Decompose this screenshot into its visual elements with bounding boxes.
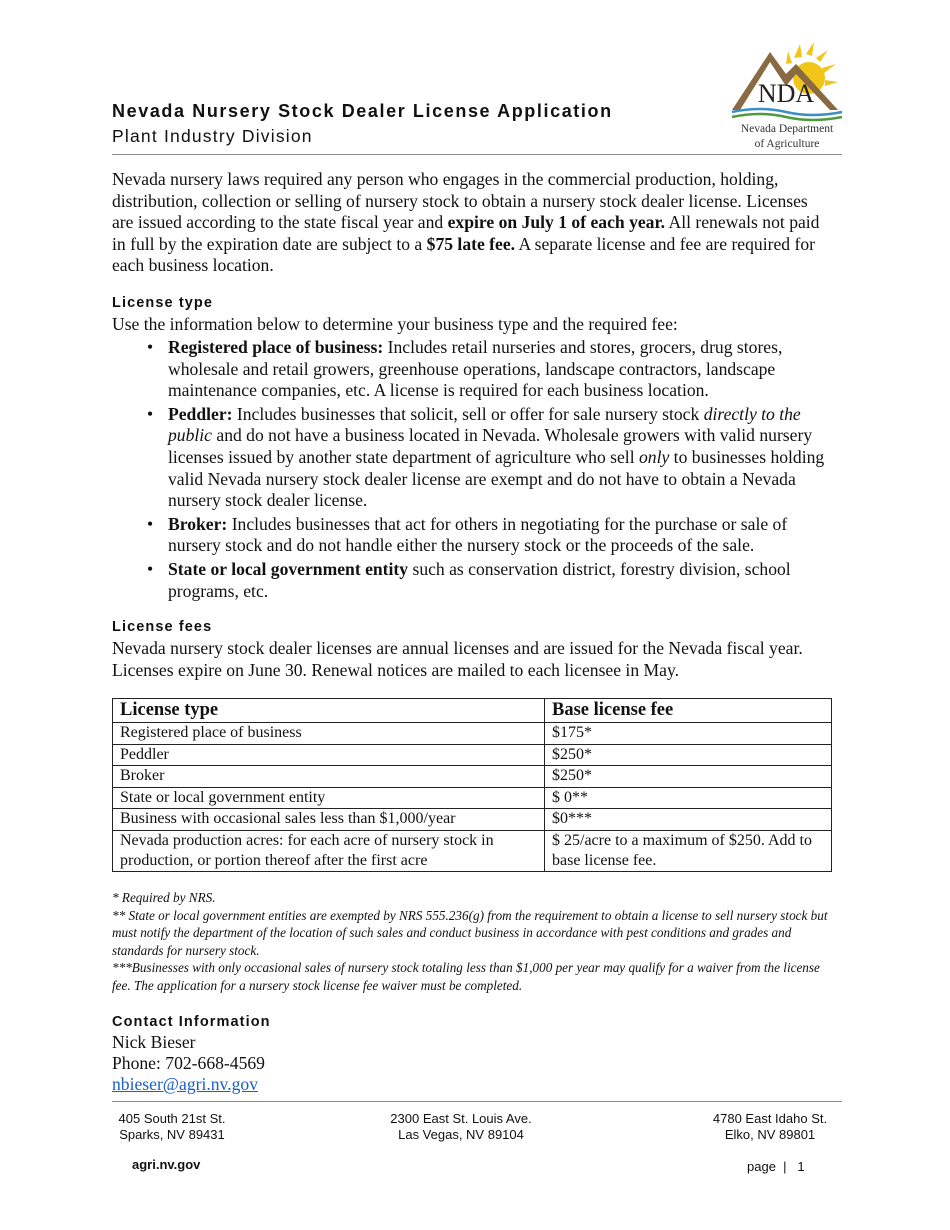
- list-item: [112, 559, 834, 602]
- license-fees-heading: License fees: [112, 619, 213, 635]
- item-title: Broker:: [168, 513, 228, 534]
- intro-expiry: expire on July 1 of each year.: [447, 212, 666, 233]
- page-indicator: [747, 1159, 805, 1174]
- intro-paragraph: [112, 169, 832, 277]
- bullet-icon: •: [147, 513, 154, 534]
- address-elko: [700, 1111, 840, 1143]
- intro-text-2: All renewals not paid in full by the expiration date are subject to a: [112, 212, 820, 254]
- item-text: to businesses holding valid Nevada nursery stock dealer license are exempt and do not have to obtain a Nevada nursery stock dealer license.: [168, 446, 825, 511]
- table-row: [113, 723, 832, 745]
- logo-caption-line1: Nevada Department: [740, 123, 834, 135]
- address-city: Las Vegas, NV 89104: [398, 1127, 524, 1142]
- address-city: Sparks, NV 89431: [119, 1127, 225, 1142]
- footer-website: agri.nv.gov: [132, 1157, 201, 1172]
- address-sparks: [112, 1111, 232, 1143]
- footnote: * Required by NRS.: [112, 890, 216, 905]
- page-separator: |: [783, 1159, 787, 1174]
- table-cell: $175*: [545, 723, 832, 745]
- item-title: State or local government entity: [168, 558, 409, 579]
- contact-heading: Contact Information: [112, 1014, 271, 1030]
- table-cell: $250*: [545, 744, 832, 766]
- bullet-icon: •: [147, 337, 154, 357]
- item-text: Includes retail nurseries and stores, grocers, drug stores, wholesale and retail growers, greenhouse operations, landscape contractors, landscape maintenance companies, etc. A license is required for each business location.: [168, 337, 783, 401]
- list-item: [112, 337, 834, 402]
- table-cell: Broker: [113, 766, 545, 788]
- table-row: [113, 809, 832, 831]
- item-emphasis: only: [638, 446, 670, 467]
- address-city: Elko, NV 89801: [724, 1127, 816, 1142]
- list-item: [112, 404, 834, 512]
- page-subtitle: Plant Industry Division: [112, 126, 313, 146]
- table-cell: $0***: [545, 809, 832, 831]
- address-street: 2300 East St. Louis Ave.: [390, 1111, 532, 1126]
- table-cell: $ 25/acre to a maximum of $250. Add to base license fee.: [545, 830, 832, 871]
- intro-text-3: A separate license and fee are required for each business location.: [112, 233, 815, 276]
- table-cell: $ 0**: [545, 787, 832, 809]
- table-row: [113, 830, 832, 871]
- table-header-row: [113, 699, 832, 723]
- table-cell: Business with occasional sales less than $1,000/year: [113, 809, 545, 831]
- page-title: Nevada Nursery Stock Dealer License Application: [112, 101, 613, 121]
- address-las-vegas: [372, 1111, 550, 1143]
- contact-phone: Phone: 702-668-4569: [112, 1053, 265, 1073]
- footnote: ***Businesses with only occasional sales of nursery stock totaling less than $1,000 per year may qualify for a waiver from the license fee. The application for a nursery stock license fee waiver must be completed.: [112, 960, 820, 993]
- bullet-icon: •: [147, 403, 154, 424]
- item-text: such as conservation district, forestry division, school programs, etc.: [168, 558, 791, 601]
- table-cell: State or local government entity: [113, 787, 545, 809]
- table-cell: Registered place of business: [113, 723, 545, 745]
- list-item: [112, 514, 834, 557]
- contact-name: Nick Bieser: [112, 1032, 196, 1052]
- table-cell: Nevada production acres: for each acre of nursery stock in production, or portion thereof after the first acre: [113, 830, 545, 871]
- logo-text: NDA: [757, 79, 815, 108]
- table-cell: Peddler: [113, 744, 545, 766]
- table-row: [113, 787, 832, 809]
- fee-footnotes: [112, 889, 834, 994]
- footer-divider: [112, 1101, 842, 1102]
- intro-late-fee: $75 late fee.: [426, 233, 516, 254]
- license-fees-intro: Nevada nursery stock dealer licenses are annual licenses and are issued for the Nevada fiscal year. Licenses expire on June 30. Renewal notices are mailed to each licensee in May.: [112, 638, 803, 680]
- column-header: Base license fee: [545, 699, 832, 723]
- nda-logo: [726, 36, 848, 154]
- license-type-list: [112, 337, 834, 604]
- item-text: Includes businesses that solicit, sell or offer for sale nursery stock: [232, 403, 704, 424]
- address-street: 4780 East Idaho St.: [712, 1111, 828, 1126]
- column-header: License type: [113, 699, 545, 723]
- page-label: page: [747, 1159, 776, 1174]
- item-title: Registered place of business:: [168, 337, 384, 357]
- item-text: Includes businesses that act for others in negotiating for the purchase or sale of nursery stock and do not handle either the nursery stock or the proceeds of the sale.: [168, 513, 788, 556]
- intro-text-1: Nevada nursery laws required any person who engages in the commercial production, holding, distribution, collection or selling of nursery stock to obtain a nursery stock dealer license. Licenses are issued according to the state fiscal year and: [112, 169, 808, 233]
- header-divider: [112, 154, 842, 155]
- table-row: [113, 766, 832, 788]
- logo-caption-line2: of Agriculture: [754, 138, 820, 150]
- page-number: 1: [797, 1159, 805, 1174]
- address-street: 405 South 21st St.: [118, 1111, 226, 1126]
- bullet-icon: •: [147, 558, 154, 579]
- license-type-heading: License type: [112, 295, 214, 311]
- table-row: [113, 744, 832, 766]
- footnote: ** State or local government entities are exempted by NRS 555.236(g) from the requirement to obtain a license to sell nursery stock but must notify the department of the location of such sales and conduct business in accordance with pest conditions and grades and standards for nursery stock.: [112, 907, 828, 958]
- item-emphasis: directly to the public: [168, 403, 801, 446]
- fee-table: [112, 698, 832, 872]
- table-cell: $250*: [545, 766, 832, 788]
- item-title: Peddler:: [168, 403, 233, 424]
- contact-email-link[interactable]: nbieser@agri.nv.gov: [112, 1074, 258, 1094]
- license-type-intro: Use the information below to determine your business type and the required fee:: [112, 314, 678, 334]
- item-text: and do not have a business located in Nevada. Wholesale growers with valid nursery licenses issued by another state department of agriculture who sell: [168, 425, 813, 467]
- contact-block: [112, 1032, 265, 1095]
